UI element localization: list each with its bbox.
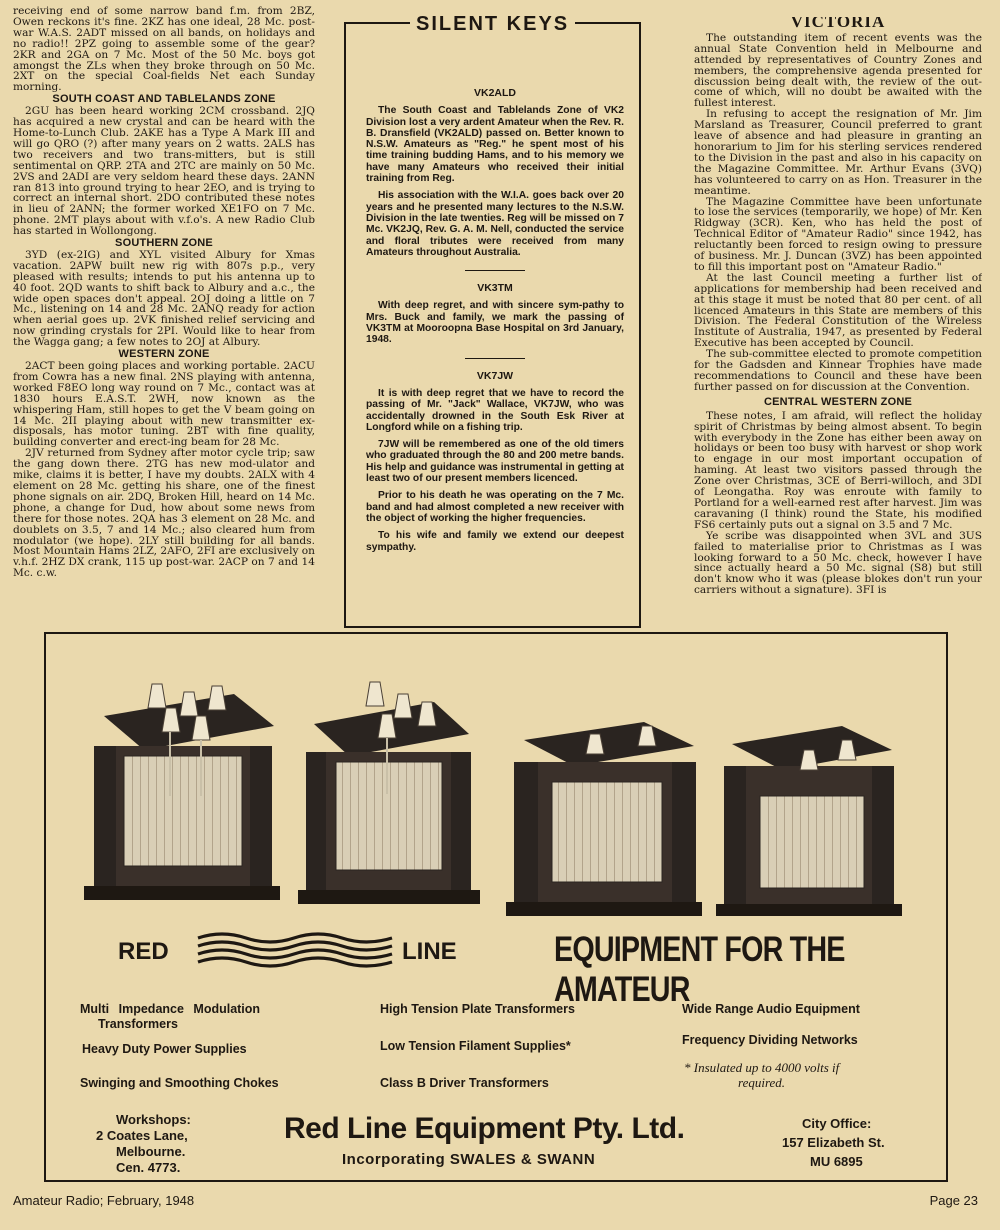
red-line-wave-logo — [196, 930, 396, 974]
footnote: required. — [738, 1075, 786, 1090]
product-item: Low Tension Filament Supplies* — [380, 1039, 571, 1053]
product-item: Frequency Dividing Networks — [682, 1033, 858, 1047]
silent-keys-content — [366, 84, 624, 559]
zone-text: 2ACT been going places and working portable. 2ACU from Cowra has a new final. 2NS playing with antenna, worked F8EO long way round on 7 Mc., contact was at 1830 hours E.A.S.T. 2WH, now known as the whispering Ham, still hopes to get the V beam going on 14 Mc. 2II playing about with new transmitter ex-disposals, has motor tuning. 2BT with fine quality, building converter and erect-ing beam for 28 Mc. — [13, 360, 315, 449]
incorporating-line: Incorporating SWALES & SWANN — [342, 1151, 596, 1168]
transformer-2 — [298, 682, 480, 904]
workshops-phone: Cen. 4773. — [116, 1160, 181, 1175]
section-title: VICTORIA — [790, 17, 886, 31]
callsign-heading: VK7JW — [476, 369, 514, 382]
workshops-address: Melbourne. — [116, 1144, 186, 1159]
zone-title: SOUTH COAST AND TABLELANDS ZONE — [52, 93, 276, 106]
product-item: Wide Range Audio Equipment — [682, 1002, 860, 1016]
city-office-label: City Office: — [802, 1116, 872, 1131]
footer-publication: Amateur Radio; February, 1948 — [13, 1193, 195, 1208]
paragraph: At the last Council meeting a further list of applications for membership had been received and at this stage it must be noted that 80 per cent. of all licenced Amateurs in this State are members of this Division. The Federal Constitution of the Wireless Institute of Australia, 1947, as presented by Federal Executive has been accepted by Council. — [694, 271, 982, 350]
obituary-paragraph: His association with the W.I.A. goes back over 20 years and he presented many lectures to the N.S.W. Division in the late twenties. Reg will be missed on 7 Mc. VK2JQ, Rev. G. A. M. Nell, conducted the service and floral tributes were received from many Amateurs throughout Australia. — [366, 190, 624, 258]
transformer-image — [84, 646, 914, 916]
zone-text: 3YD (ex-2IG) and XYL visited Albury for Xmas vacation. 2APW built new rig with 807s p.p., very pleased with results; intends to put his antenna up to 40 foot. 2QD wants to shift back to Albury and a.c., the wide open spaces don't appeal. 2OJ doing a little on 7 Mc., listening on 14 and 28 Mc. 2ANQ ready for action when aerial goes up. 2VK finished relief servicing and now grinding crystals for 2PI. Would like to hear from the Wagga gang; a few notes to 2OJ at Albury. — [13, 248, 315, 349]
product-item: Multi Impedance Modulation — [80, 1002, 261, 1016]
product-item: Class B Driver Transformers — [380, 1076, 549, 1090]
transformer-4 — [716, 726, 902, 916]
divider — [465, 358, 525, 359]
footnote: * Insulated up to 4000 volts if — [684, 1060, 840, 1075]
ad-headline: EQUIPMENT FOR THE AMATEUR — [554, 930, 845, 1009]
paragraph: The Magazine Committee have been unfortunate to lose the services (temporarily, we hope) of Mr. Ken Ridgway (3CR). Ken, who has held the post of Technical Editor of "Amateur Radio" since 1942, has reluctantly been forced to resign owing to pressure of business. Mr. J. Duncan (3VZ) has been appointed to fill this important post on "Amateur Radio." — [694, 195, 982, 273]
paragraph: In refusing to accept the resignation of Mr. Jim Marsland as Treasurer, Council preferred to grant leave of absence and had pleasure in granting an honorarium to Jim for his sterling services rendered to the Division in the past and also in his capacity on the Magazine Committee. Mr. Arthur Evans (3VQ) has volunteered to carry on as Hon. Treasurer in the meantime. — [694, 108, 982, 197]
left-column — [13, 6, 315, 622]
product-item: Heavy Duty Power Supplies — [82, 1042, 247, 1056]
brand-line: LINE — [402, 938, 457, 965]
silent-keys-box — [344, 13, 641, 628]
obituary-paragraph: 7JW will be remembered as one of the old timers who graduated through the 80 and 200 metre bands. His help and guidance was instrumental in getting at least two of our present members licenced. — [366, 439, 624, 485]
obituary-paragraph: Prior to his death he was operating on the 7 Mc. band and had almost completed a new receiver with the object of working the higher frequencies. — [366, 490, 624, 524]
product-item: Transformers — [98, 1017, 178, 1031]
footer-page-number: Page 23 — [929, 1193, 978, 1208]
obituary-paragraph: With deep regret, and with sincere sym-pathy to Mrs. Buck and family, we mark the passing of VK3TM at Mooroopna Base Hospital on 3rd January, 1948. — [366, 300, 624, 346]
obituary-paragraph: The South Coast and Tablelands Zone of VK2 Division lost a very ardent Amateur when the Rev. R. B. Dransfield (VK2ALD) passed on. Better known to N.S.W. Amateurs as "Reg." he spent most of his time training budding Hams, and to his memory we have many Amateurs who received their initial training from Reg. — [366, 105, 624, 185]
paragraph: The outstanding item of recent events was the annual State Convention held in Melbourne and attended by representatives of Country Zones and members, the comprehensive agenda presented for discussion being dealt with, the review of the out-come of which, will no doubt be awaited with the fullest interest. — [694, 31, 982, 110]
silent-keys-title: SILENT KEYS — [410, 12, 575, 36]
right-column — [694, 17, 982, 623]
transformer-1 — [84, 684, 280, 900]
intro-paragraph: receiving end of some narrow band f.m. from 2BZ, Owen reckons it's fine. 2KZ has one ideal, 28 Mc. post-war W.A.S. 2ADT missed on all bands, on holidays and no radio!! 2PZ going to assemble some of the gear? 2KR and 2GA on 7 Mc. Most of the 50 Mc. boys got amongst the ZLs when they broke through on 50 Mc. 2XT on the special Coal-fields Net each Sunday morning. — [13, 6, 315, 94]
zone-text: 2JV returned from Sydney after motor cycle trip; saw the gang down there. 2TG has new mod-ulator and mike, claims it is better, I have my doubts. 2ALX with 4 element on 28 Mc. getting his share, one of the finest phone signals on air. 2DQ, Broken Hill, heard on 14 Mc. phone, a change for Dud, how about some news from there for those notes. 2QA has 3 element on 28 Mc. and doublets on 3.5, 7 and 14 Mc.; also cleared hum from modulator (we hope). 2LY still building for all bands. Most Mountain Hams 2LZ, 2AFO, 2FI are exclusively on v.h.f. 2HZ DX crank, 115 up post-war. 2ACP on 7 and 14 Mc. c.w. — [13, 447, 315, 580]
transformer-3 — [506, 722, 702, 916]
company-name: Red Line Equipment Pty. Ltd. — [284, 1112, 685, 1145]
brand-red: RED — [118, 938, 169, 965]
zone-title: WESTERN ZONE — [118, 348, 210, 361]
workshops-label: Workshops: — [116, 1112, 191, 1127]
city-office-phone: MU 6895 — [810, 1154, 863, 1169]
callsign-heading: VK3TM — [477, 282, 513, 295]
paragraph: The sub-committee elected to promote competition for the Gadsden and Kinnear Trophies have made recommendations to Council and these have been further passed on for discussion at the Convention. — [694, 348, 982, 393]
red-line-advertisement — [44, 632, 948, 1182]
callsign-heading: VK2ALD — [473, 87, 516, 99]
product-item: Swinging and Smoothing Chokes — [80, 1076, 279, 1090]
zone-text: 2GU has been heard working 2CM crossband. 2JQ has acquired a new crystal and can be heard with the Home-to-Lunch Club. 2AKE has a Type A Mark III and will go QRO (?) after many years on 2 watts. 2ALS has two receivers and two trans-mitters, but is still sentimental on QRP. 2TA and 2TC are mainly on 50 Mc. 2VS and 2ADI are very seldom heard these days. 2ANN ran 813 into ground trying to hear 2EO, and is trying to correct an internal short. 2DO contributed these notes in lieu of 2ANN; the former worked XE1FO on 7 Mc. phone. 2MT plays about with v.f.o's. A new Radio Club has started in Wollongong. — [13, 105, 315, 238]
zone-title: SOUTHERN ZONE — [115, 237, 213, 250]
workshops-address: 2 Coates Lane, — [96, 1128, 188, 1143]
paragraph: Ye scribe was disappointed when 3VL and 3US failed to materialise prior to Christmas as I was looking forward to a 50 Mc. check, however I have since actually heard a 50 Mc. signal (S8) but still don't know who it was (please blokes don't run your carriers without a signature). 3FI is — [694, 529, 982, 597]
obituary-paragraph: To his wife and family we extend our deepest sympathy. — [366, 530, 624, 553]
zone-title: CENTRAL WESTERN ZONE — [763, 395, 913, 408]
paragraph: These notes, I am afraid, will reflect the holiday spirit of Christmas by being almost absent. To begin with everybody in the Zone has either been away on holidays or been too busy with harvest or shop work to engage in our most important occupation of haming. At least two visitors passed through the Zone over Christmas, 3CE of Berri-willoch, and 3DI of Leongatha. Roy was enroute with family to Portland for a well-earned rest after harvest. Jim was caravaning (I think) round the State, his modified FS6 certainly puts out a signal on 3.5 and 7 Mc. — [694, 409, 982, 531]
city-office-address: 157 Elizabeth St. — [782, 1135, 885, 1150]
obituary-paragraph: It is with deep regret that we have to record the passing of Mr. "Jack" Wallace, VK7JW, who was accidentally drowned in the South Esk River at Longford while on a fishing trip. — [366, 387, 624, 433]
product-item: High Tension Plate Transformers — [380, 1002, 575, 1016]
divider — [465, 270, 525, 271]
